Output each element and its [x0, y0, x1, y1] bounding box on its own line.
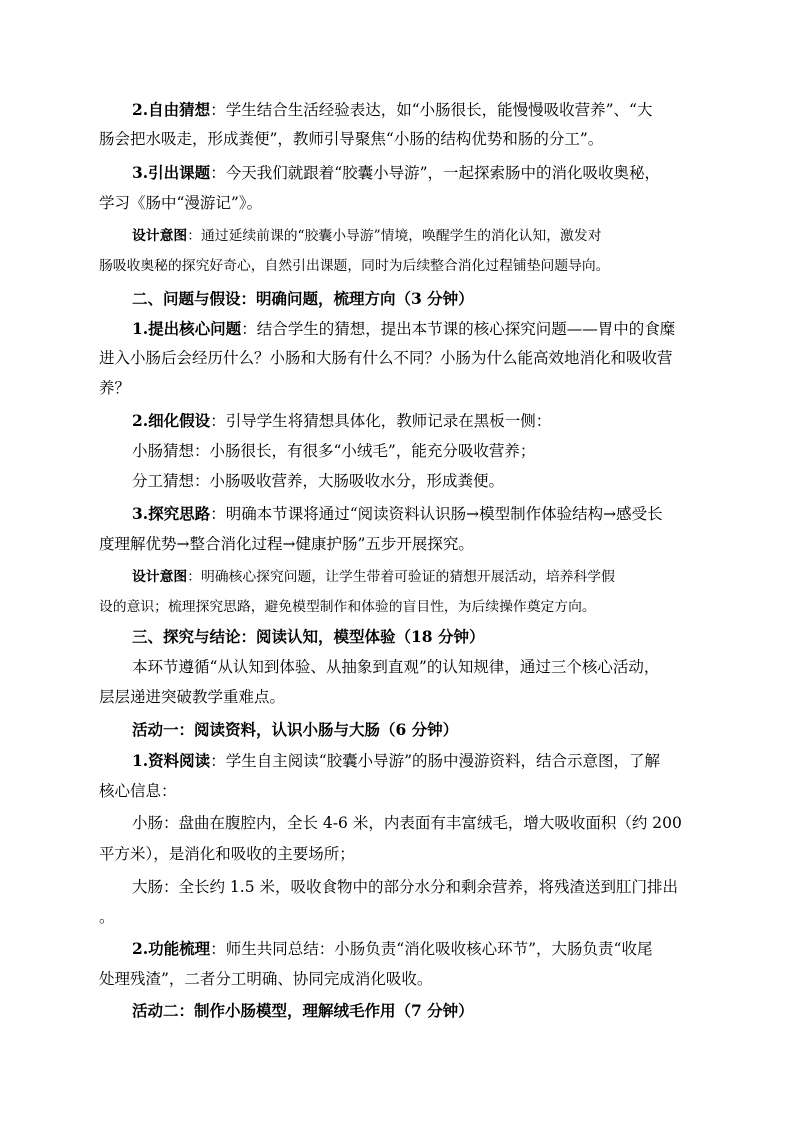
topic-line-1: 3.引出课题：今天我们就跟着“胶囊小导游”，一起探索肠中的消化吸收奥秘，: [132, 163, 661, 182]
hypothesis-division: 分工猜想：小肠吸收营养，大肠吸收水分，形成粪便。: [132, 472, 505, 490]
large-intestine-line-2: 。: [99, 908, 115, 926]
reading-line-1: 1.资料阅读：学生自主阅读“胶囊小导游”的肠中漫游资料，结合示意图，了解: [132, 751, 661, 770]
core-question-line-2: 进入小肠后会经历什么？小肠和大肠有什么不同？小肠为什么能高效地消化和吸收营: [99, 349, 673, 367]
section-2-heading: 二、问题与假设：明确问题，梳理方向（3 分钟）: [132, 289, 474, 308]
reading-line-2: 核心信息：: [99, 782, 177, 800]
inquiry-path-line-1: 3.探究思路：明确本节课将通过“阅读资料认识肠→模型制作体验结构→感受长: [132, 504, 663, 523]
design-intent-2-line-1: 设计意图：明确核心探究问题，让学生带着可验证的猜想开展活动，培养科学假: [132, 569, 615, 585]
hypothesis-label: 2.细化假设: [132, 411, 211, 430]
design-intent-1-line-1: 设计意图：通过延续前课的“胶囊小导游”情境，唤醒学生的消化认知，激发对: [132, 228, 602, 244]
large-intestine-line-1: 大肠：全长约 1.5 米，吸收食物中的部分水分和剩余营养，将残渣送到肛门排出: [132, 878, 679, 896]
core-question-line-3: 养？: [99, 379, 131, 397]
reading-label: 1.资料阅读: [132, 751, 211, 770]
small-intestine-line-1: 小肠：盘曲在腹腔内，全长 4-6 米，内表面有丰富绒毛，增大吸收面积（约 200: [132, 814, 682, 832]
activity-1-heading: 活动一：阅读资料，认识小肠与大肠（6 分钟）: [132, 720, 459, 739]
small-intestine-line-2: 平方米），是消化和吸收的主要场所；: [99, 845, 355, 863]
topic-label: 3.引出课题: [132, 163, 211, 182]
guess-line-2: 肠会把水吸走，形成粪便”，教师引导聚焦“小肠的结构优势和肠的分工”。: [99, 130, 604, 148]
section-3-intro-line-1: 本环节遵循“从认知到体验、从抽象到直观”的认知规律，通过三个核心活动，: [132, 658, 660, 676]
design-intent-2-line-2: 设的意识；梳理探究思路，避免模型制作和体验的盲目性，为后续操作奠定方向。: [99, 599, 596, 615]
guess-line-1: 2.自由猜想：学生结合生活经验表达，如“小肠很长，能慢慢吸收营养”、“大: [132, 100, 653, 119]
function-summary-line-2: 处理残渣”，二者分工明确、协同完成消化吸收。: [99, 970, 433, 988]
guess-label: 2.自由猜想: [132, 100, 211, 119]
inquiry-path-label: 3.探究思路: [132, 504, 211, 523]
hypothesis-small-intestine: 小肠猜想：小肠很长，有很多“小绒毛”，能充分吸收营养；: [132, 442, 536, 460]
topic-line-2: 学习《肠中“漫游记”》。: [99, 194, 263, 212]
core-question-line-1: 1.提出核心问题：结合学生的猜想，提出本节课的核心探究问题——胃中的食糜: [132, 319, 676, 338]
design-intent-1-label: 设计意图: [132, 228, 188, 244]
hypothesis-line-1: 2.细化假设：引导学生将猜想具体化，教师记录在黑板一侧：: [132, 411, 552, 430]
inquiry-path-line-2: 度理解优势→整合消化过程→健康护肠”五步开展探究。: [99, 535, 474, 553]
design-intent-2-label: 设计意图: [132, 569, 188, 585]
function-summary-line-1: 2.功能梳理：师生共同总结：小肠负责“消化吸收核心环节”，大肠负责“收尾: [132, 939, 653, 958]
section-3-heading: 三、探究与结论：阅读认知，模型体验（18 分钟）: [132, 627, 485, 646]
activity-2-heading: 活动二：制作小肠模型，理解绒毛作用（7 分钟）: [132, 1001, 474, 1020]
core-question-label: 1.提出核心问题: [132, 319, 242, 338]
design-intent-1-line-2: 肠吸收奥秘的探究好奇心，自然引出课题，同时为后续整合消化过程铺垫问题导向。: [99, 258, 610, 274]
function-summary-label: 2.功能梳理: [132, 939, 211, 958]
section-3-intro-line-2: 层层递进突破教学重难点。: [99, 688, 286, 706]
